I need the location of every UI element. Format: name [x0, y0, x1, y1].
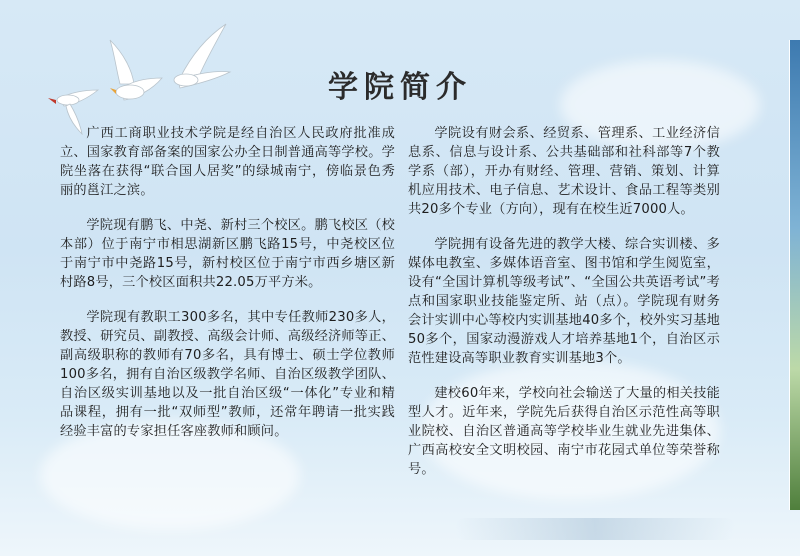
- right-column: [408, 124, 720, 495]
- paragraph: 学院现有鹏飞、中尧、新村三个校区。鹏飞校区（校本部）位于南宁市相思湖新区鹏飞路15号，中尧校区位于南宁市中尧路15号，新村校区位于南宁市西乡塘区新村路8号，三个校区面积共22.05万平方米。: [60, 218, 395, 290]
- edge-photo-strip: [790, 40, 800, 510]
- paragraph: 广西工商职业技术学院是经自治区人民政府批准成立、国家教育部备案的国家公办全日制普通高等学校。学院坐落在获得“联合国人居奖”的绿城南宁，傍临景色秀丽的邕江之滨。: [60, 126, 395, 198]
- watermark-decoration: [455, 518, 735, 540]
- page-title: 学院简介: [328, 70, 472, 105]
- paragraph: 学院设有财会系、经贸系、管理系、工业经济信息系、信息与设计系、公共基础部和社科部等7个教学系（部），开办有财经、管理、营销、策划、计算机应用技术、电子信息、艺术设计、食品工程等类别共20多个专业（方向），现有在校生近7000人。: [408, 126, 720, 217]
- paragraph: 学院现有教职工300多名，其中专任教师230多人，教授、研究员、副教授、高级会计师、高级经济师等正、副高级职称的教师有70多名，具有博士、硕士学位教师100多名，拥有自治区级教学名师、自治区级教学团队、自治区级实训基地以及一批自治区级“一体化”专业和精品课程，拥有一批“双师型”教师，还常年聘请一批实践经验丰富的专家担任客座教师和顾问。: [60, 310, 395, 439]
- paragraph: 建校60年来，学校向社会输送了大量的相关技能型人才。近年来，学院先后获得自治区示范性高等职业院校、自治区普通高等学校毕业生就业先进集体、广西高校安全文明校园、南宁市花园式单位等荣誉称号。: [408, 386, 720, 477]
- left-column: [60, 124, 395, 457]
- paragraph: 学院拥有设备先进的教学大楼、综合实训楼、多媒体电教室、多媒体语音室、图书馆和学生阅览室，设有“全国计算机等级考试”、“全国公共英语考试”考点和国家职业技能鉴定所、站（点）。学院现有财务会计实训中心等校内实训基地40多个，校外实习基地50多个，国家动漫游戏人才培养基地1个，自治区示范性建设高等职业教育实训基地3个。: [408, 237, 720, 366]
